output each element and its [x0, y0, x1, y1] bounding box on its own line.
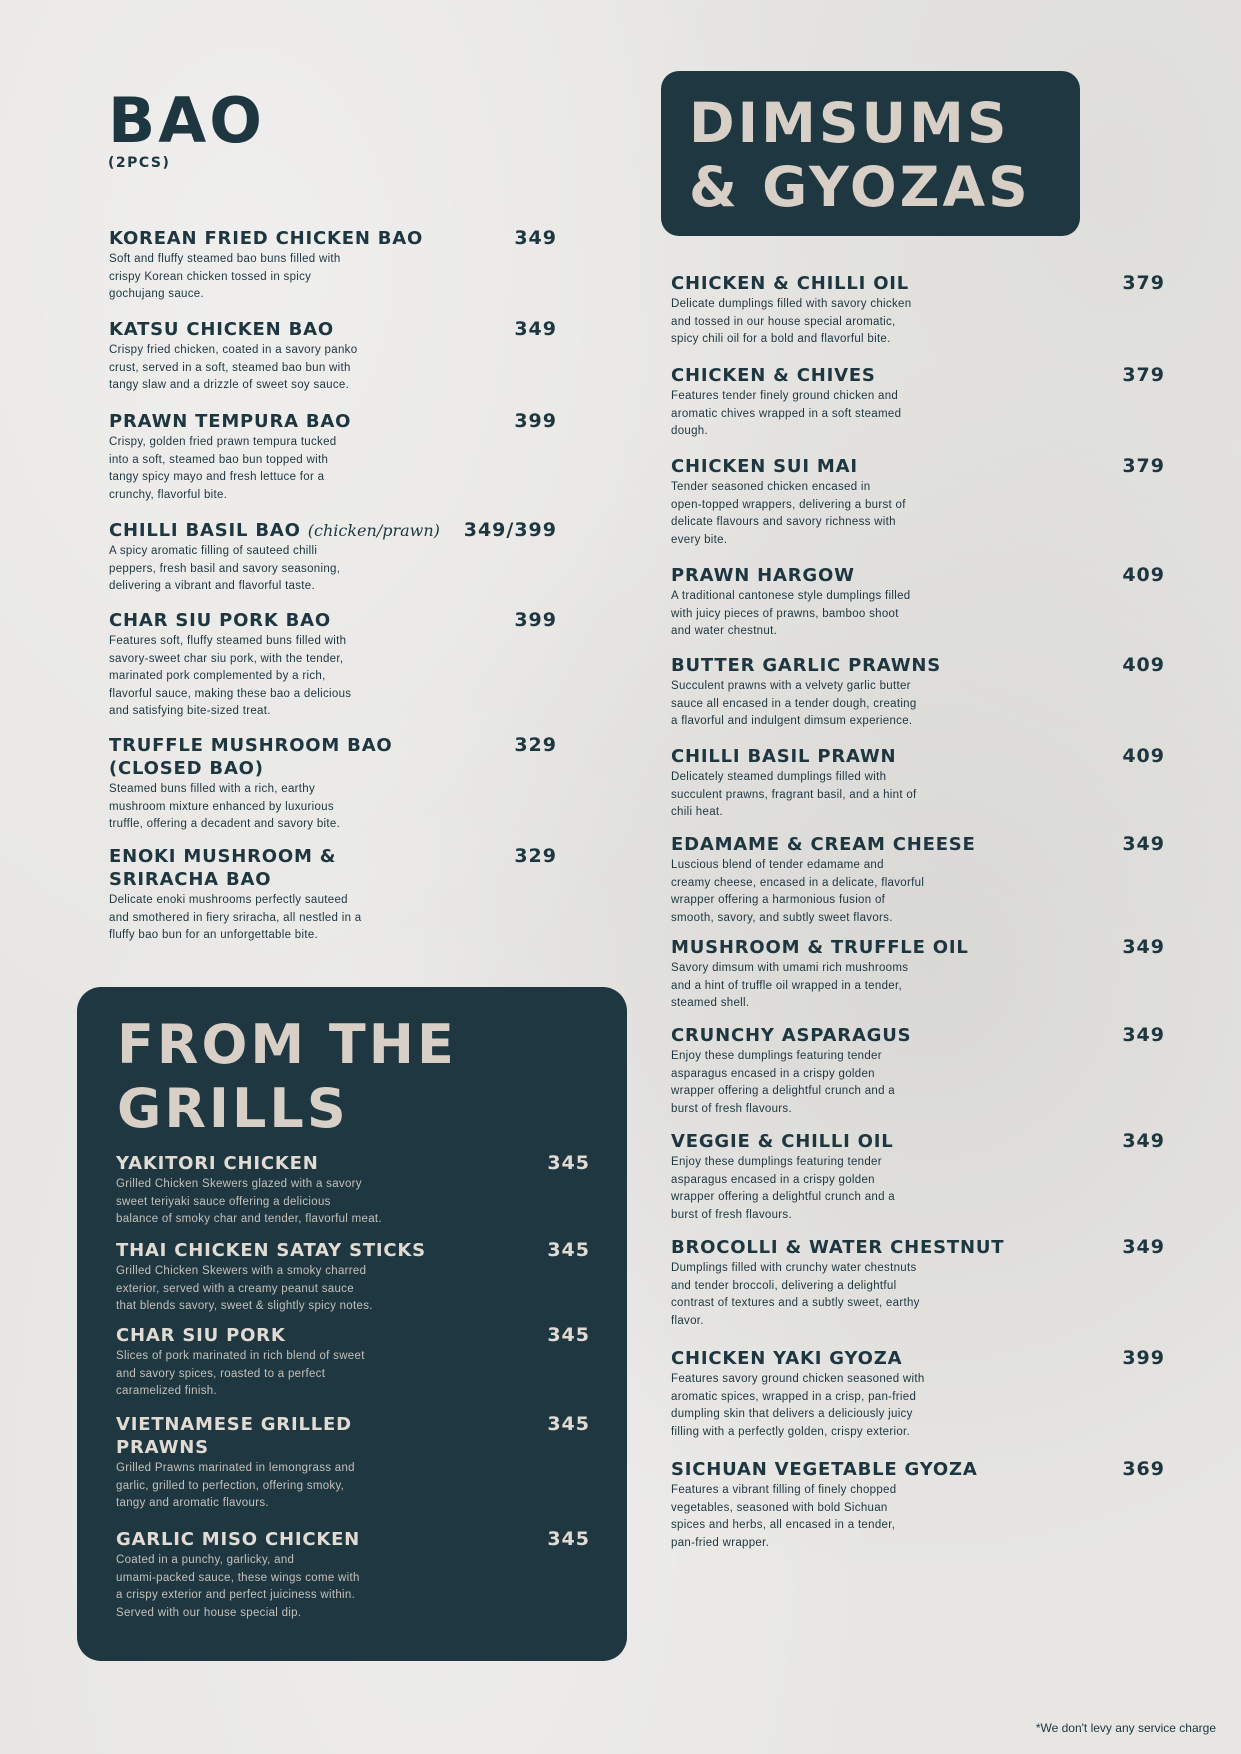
item-price: 349/399: [463, 519, 557, 541]
item-name: THAI CHICKEN SATAY STICKS: [116, 1240, 426, 1261]
item-name: CHICKEN SUI MAI: [671, 456, 858, 477]
item-description: Features soft, fluffy steamed buns filled with savory-sweet char siu pork, with the tender, marinated pork complemented by a rich, flavorful sauce, making these bao a delicious and satisfying bite-sized treat.: [109, 635, 352, 717]
bao-title: BAO: [108, 84, 265, 157]
menu-item: [671, 564, 1165, 641]
menu-item: [109, 845, 557, 945]
item-name: CHAR SIU PORK: [116, 1325, 286, 1346]
menu-item: [671, 1236, 1165, 1330]
item-description: Tender seasoned chicken encased in open-topped wrappers, delivering a burst of delicate flavours and savory richness with every bite.: [671, 481, 906, 546]
menu-item: [671, 364, 1165, 441]
item-description: Soft and fluffy steamed bao buns filled with crispy Korean chicken tossed in spicy gochujang sauce.: [109, 253, 341, 300]
dimsums-header-panel: [661, 71, 1080, 236]
menu-item: [116, 1413, 590, 1513]
menu-item: [116, 1239, 590, 1316]
dimsums-title: DIMSUMS & GYOZAS: [689, 91, 1031, 219]
item-description: Delicately steamed dumplings filled with succulent prawns, fragrant basil, and a hint of chili heat.: [671, 771, 917, 818]
menu-item: [671, 1024, 1165, 1118]
item-price: 399: [514, 410, 557, 432]
item-description: Features savory ground chicken seasoned with aromatic spices, wrapped in a crisp, pan-fried dumpling skin that delivers a deliciously juicy filling with a perfectly golden, crispy exterior.: [671, 1373, 925, 1438]
item-price: 345: [547, 1239, 590, 1261]
item-price: 329: [514, 845, 557, 867]
item-description: A spicy aromatic filling of sauteed chilli peppers, fresh basil and savory seasoning, delivering a vibrant and flavorful taste.: [109, 545, 341, 592]
menu-item: [671, 1458, 1165, 1552]
item-name: MUSHROOM & TRUFFLE OIL: [671, 937, 969, 958]
menu-item: [109, 227, 557, 304]
menu-item: [671, 272, 1165, 349]
item-name: EDAMAME & CREAM CHEESE: [671, 834, 976, 855]
grills-title: FROM THE GRILLS: [117, 1013, 457, 1140]
item-description: Steamed buns filled with a rich, earthy mushroom mixture enhanced by luxurious truffle, offering a decadent and savory bite.: [109, 783, 341, 830]
item-price: 409: [1122, 654, 1165, 676]
item-name: GARLIC MISO CHICKEN: [116, 1529, 361, 1550]
item-price: 379: [1122, 364, 1165, 386]
menu-item: [116, 1528, 590, 1622]
item-price: 345: [547, 1324, 590, 1346]
menu-item: [116, 1152, 590, 1229]
item-name: TRUFFLE MUSHROOM BAO (CLOSED BAO): [109, 735, 393, 779]
item-note: (chicken/prawn): [307, 521, 440, 540]
item-description: Crispy, golden fried prawn tempura tucked into a soft, steamed bao bun topped with tangy spicy mayo and fresh lettuce for a crunchy, flavorful bite.: [109, 436, 337, 501]
menu-item: [109, 734, 557, 834]
item-name: KOREAN FRIED CHICKEN BAO: [109, 228, 424, 249]
item-description: Features tender finely ground chicken and aromatic chives wrapped in a soft steamed dough.: [671, 390, 902, 437]
item-description: Enjoy these dumplings featuring tender asparagus encased in a crispy golden wrapper offering a delightful crunch and a burst of fresh flavours.: [671, 1156, 895, 1221]
item-price: 399: [1122, 1347, 1165, 1369]
item-price: 349: [1122, 1236, 1165, 1258]
item-price: 349: [1122, 1024, 1165, 1046]
item-price: 345: [547, 1528, 590, 1550]
item-description: Crispy fried chicken, coated in a savory panko crust, served in a soft, steamed bao bun with tangy slaw and a drizzle of sweet soy sauce.: [109, 344, 358, 391]
menu-item: [671, 833, 1165, 927]
item-price: 329: [514, 734, 557, 756]
item-name: KATSU CHICKEN BAO: [109, 319, 334, 340]
item-description: Coated in a punchy, garlicky, and umami-packed sauce, these wings come with a crispy exterior and perfect juiciness within. Served with our house special dip.: [116, 1554, 360, 1619]
menu-item: [109, 519, 557, 596]
item-description: Delicate dumplings filled with savory chicken and tossed in our house special aromatic, spicy chili oil for a bold and flavorful bite.: [671, 298, 912, 345]
item-name: CHAR SIU PORK BAO: [109, 610, 331, 631]
item-price: 349: [1122, 833, 1165, 855]
item-name: PRAWN HARGOW: [671, 565, 855, 586]
item-name: CHICKEN & CHILLI OIL: [671, 273, 910, 294]
item-price: 409: [1122, 564, 1165, 586]
item-price: 409: [1122, 745, 1165, 767]
item-description: Succulent prawns with a velvety garlic butter sauce all encased in a tender dough, creating a flavorful and indulgent dimsum experience.: [671, 680, 917, 727]
menu-item: [671, 654, 1165, 731]
menu-item: [109, 410, 557, 504]
menu-item: [109, 609, 557, 721]
item-name: CRUNCHY ASPARAGUS: [671, 1025, 912, 1046]
item-price: 399: [514, 609, 557, 631]
item-description: Grilled Chicken Skewers with a smoky charred exterior, served with a creamy peanut sauce that blends savory, sweet & slightly spicy notes.: [116, 1265, 373, 1312]
item-price: 349: [1122, 936, 1165, 958]
item-price: 345: [547, 1152, 590, 1174]
item-name: CHICKEN YAKI GYOZA: [671, 1348, 903, 1369]
service-charge-note: *We don't levy any service charge: [1035, 1721, 1216, 1735]
menu-item: [116, 1324, 590, 1401]
menu-item: [109, 318, 557, 395]
item-name: YAKITORI CHICKEN: [116, 1153, 319, 1174]
item-name: BROCOLLI & WATER CHESTNUT: [671, 1237, 1005, 1258]
item-name: PRAWN TEMPURA BAO: [109, 411, 352, 432]
item-description: Features a vibrant filling of finely chopped vegetables, seasoned with bold Sichuan spices and herbs, all encased in a tender, pan-fried wrapper.: [671, 1484, 897, 1549]
grills-panel: [77, 987, 627, 1661]
menu-item: [671, 1130, 1165, 1224]
item-name: ENOKI MUSHROOM & SRIRACHA BAO: [109, 846, 337, 890]
item-price: 349: [1122, 1130, 1165, 1152]
item-price: 379: [1122, 272, 1165, 294]
item-description: Dumplings filled with crunchy water chestnuts and tender broccoli, delivering a delightful contrast of textures and a subtly sweet, earthy flavor.: [671, 1262, 920, 1327]
item-description: Delicate enoki mushrooms perfectly sauteed and smothered in fiery sriracha, all nestled in a fluffy bao bun for an unforgettable bite.: [109, 894, 362, 941]
item-description: Luscious blend of tender edamame and creamy cheese, encased in a delicate, flavorful wrapper offering a harmonious fusion of smooth, savory, and subtly sweet flavors.: [671, 859, 925, 924]
bao-subtitle: (2PCS): [108, 155, 171, 171]
item-price: 379: [1122, 455, 1165, 477]
item-name: CHICKEN & CHIVES: [671, 365, 876, 386]
item-price: 369: [1122, 1458, 1165, 1480]
menu-item: [671, 745, 1165, 822]
item-name: CHILLI BASIL PRAWN: [671, 746, 897, 767]
item-description: A traditional cantonese style dumplings filled with juicy pieces of prawns, bamboo shoot and water chestnut.: [671, 590, 911, 637]
item-description: Grilled Prawns marinated in lemongrass and garlic, grilled to perfection, offering smoky, tangy and aromatic flavours.: [116, 1462, 355, 1509]
menu-item: [671, 455, 1165, 549]
item-price: 345: [547, 1413, 590, 1435]
item-price: 349: [514, 227, 557, 249]
item-name: SICHUAN VEGETABLE GYOZA: [671, 1459, 978, 1480]
item-name: CHILLI BASIL BAO (chicken/prawn): [109, 520, 440, 541]
bao-menu: [0, 0, 620, 960]
item-description: Slices of pork marinated in rich blend of sweet and savory spices, roasted to a perfect caramelized finish.: [116, 1350, 365, 1397]
item-price: 349: [514, 318, 557, 340]
item-description: Enjoy these dumplings featuring tender asparagus encased in a crispy golden wrapper offering a delightful crunch and a burst of fresh flavours.: [671, 1050, 895, 1115]
menu-item: [671, 1347, 1165, 1441]
item-name: VIETNAMESE GRILLED PRAWNS: [116, 1414, 352, 1458]
item-name: BUTTER GARLIC PRAWNS: [671, 655, 941, 676]
item-name: VEGGIE & CHILLI OIL: [671, 1131, 894, 1152]
item-description: Savory dimsum with umami rich mushrooms and a hint of truffle oil wrapped in a tender, steamed shell.: [671, 962, 909, 1009]
item-description: Grilled Chicken Skewers glazed with a savory sweet teriyaki sauce offering a delicious balance of smoky char and tender, flavorful meat.: [116, 1178, 382, 1225]
menu-item: [671, 936, 1165, 1013]
